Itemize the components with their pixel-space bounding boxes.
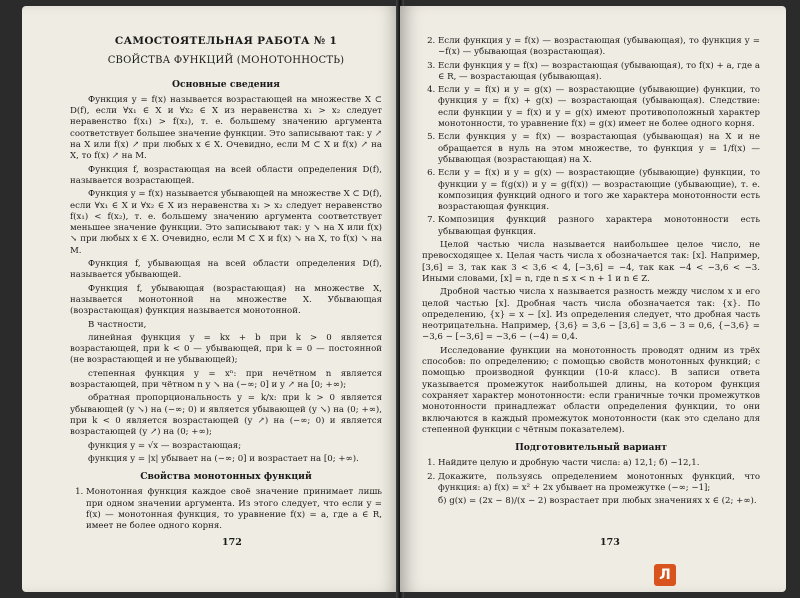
- paragraph: Функция y = f(x) называется возрастающей на множестве X ⊂ D(f), если ∀x₁ ∈ X и ∀x₂ ∈ X из неравенства x₁ > x₂ следует неравенство f(x₁) > f(x₂), т. е. большему значению аргумента соответствует большее значение функции. Это записывают так: y ↗ на X или f(x) ↗ при любых x ∈ X. Очевидно, если M ⊂ X и f(x) ↗ на X, то f(x) ↗ на M.: [70, 94, 382, 162]
- paragraph: Функция f, убывающая (возрастающая) на множестве X, называется монотонной на множестве X. Убывающая (возрастающая) функция называется монотонной.: [70, 283, 382, 317]
- page-number: 172: [222, 537, 242, 548]
- paragraph: функция y = √x — возрастающая;: [88, 440, 242, 451]
- section-basics-heading: Основные сведения: [172, 78, 280, 90]
- page-number: 173: [600, 537, 620, 548]
- paragraph: Функция y = f(x) называется убывающей на множестве X ⊂ D(f), если ∀x₁ ∈ X и ∀x₂ ∈ X из неравенства x₁ > x₂ следует неравенство f(x₁) < f(x₂), т. е. большему значению аргумента соответствует меньшее значение функции. Это записывают так: y ↘ на X или f(x) ↘ при любых x ∈ X. Очевидно, если M ⊂ X и f(x) ↘ на X, то f(x) ↘ на M.: [70, 189, 382, 256]
- left-page: [22, 6, 400, 592]
- work-subtitle: СВОЙСТВА ФУНКЦИЙ (МОНОТОННОСТЬ): [107, 55, 345, 67]
- list-item: 5. Если функция y = f(x) — возрастающая (убывающая) на X и не обращается в нуль на этом множестве, то функция y = 1/f(x) — убывающая (возрастающая) на X.: [438, 132, 760, 166]
- section-prep-heading: Подготовительный вариант: [515, 442, 667, 454]
- list-item: 1. Найдите целую и дробную части числа: а) 12,1; б) −12,1.: [438, 458, 760, 469]
- right-page-content: [422, 36, 760, 510]
- section-properties-heading: Свойства монотонных функций: [140, 471, 312, 483]
- list-item: 2. Если функция y = f(x) — возрастающая (убывающая), то функция y = −f(x) — убывающая (возрастающая).: [438, 36, 760, 59]
- paragraph: Целой частью числа называется наибольшее целое число, не превосходящее x. Целая часть числа x обозначается так: [x]. Например, [3,6] = 3, так как 3 < 3,6 < 4, [−3,6] = −4, так как −4 < −3,6 < −3. Иными словами, [x] = n, где n ≤ x < n + 1 и n ∈ Z.: [422, 240, 760, 284]
- work-title: САМОСТОЯТЕЛЬНАЯ РАБОТА № 1: [114, 35, 338, 47]
- list-item: 1. Монотонная функция каждое своё значение принимает лишь при одном значении аргумента. Из этого следует, что если y = f(x) — монотонная функция, то уравнение f(x) = a, где a ∈ R, имеет не более одного корня.: [86, 487, 382, 532]
- properties-list: [70, 487, 382, 532]
- paragraph: Исследование функции на монотонность проводят одним из трёх способов: по определению; с помощью свойств монотонных функций; с помощью производной функции (10-й класс). В записи ответа указывается промежуток наибольшей длины, на котором функция сохраняет характер монотонности: если граничные точки промежутков монотонности принадлежат области определения функции, то они включаются в каждый промежуток монотонности (как это сделано для степенной функции с чётным показателем).: [422, 345, 760, 435]
- paragraph: Функция f, возрастающая на всей области определения D(f), называется возрастающей.: [70, 164, 382, 186]
- properties-list-continued: [422, 36, 760, 238]
- list-item: 7. Композиция функций разного характера монотонности есть убывающая функция.: [438, 215, 760, 238]
- list-item: 4. Если y = f(x) и y = g(x) — возрастающие (убывающие) функции, то функция y = f(x) + g(x) — возрастающая (убывающая). Следствие: если функции y = f(x) и y = g(x) имеют противоположный характер монотонности, то уравнение f(x) = g(x) имеет не более одного корня.: [438, 85, 760, 130]
- paragraph: б) g(x) = (2x − 8)/(x − 2) возрастает при любых значениях x ∈ (2; +∞).: [438, 496, 757, 507]
- list-item: 3. Если функция y = f(x) — возрастающая (убывающая), то f(x) + a, где a ∈ R, — возрастающая (убывающая).: [438, 61, 760, 84]
- paragraph: обратная пропорциональность y = k/x: при k > 0 является убывающей (y ↘) на (−∞; 0) и является убывающей (y ↘) на (0; +∞), при k < 0 является возрастающей (y ↗) на (−∞; 0) и является возрастающей (y ↗) на (0; +∞);: [70, 393, 382, 438]
- paragraph: степенная функция y = xⁿ: при нечётном n является возрастающей, при чётном n y ↘ на (−∞; 0] и y ↗ на [0; +∞);: [70, 368, 382, 391]
- paragraph: линейная функция y = kx + b при k > 0 является возрастающей, при k < 0 — убывающей, при k = 0 — постоянной (не возрастающей и не убывающей);: [70, 332, 382, 366]
- paragraph: Дробной частью числа x называется разность между числом x и его целой частью [x]. Дробная часть числа обозначается так: {x}. По определению, {x} = x − [x]. Из определения следует, что дробная часть неотрицательна. Например, {3,6} = 3,6 − [3,6] = 3,6 − 3 = 0,6, {−3,6} = −3,6 − [−3,6] = −3,6 − (−4) = 0,4.: [422, 287, 760, 343]
- list-item: 2. Докажите, пользуясь определением монотонных функций, что функция: а) f(x) = x² + 2x убывает на промежутке (−∞; −1];: [438, 472, 760, 495]
- paragraph: Функция f, убывающая на всей области определения D(f), называется убывающей.: [70, 259, 382, 281]
- labirint-logo-icon: Л: [654, 564, 676, 586]
- tasks-list: [422, 458, 760, 494]
- paragraph: В частности,: [88, 319, 147, 330]
- left-page-content: [70, 36, 382, 535]
- paragraph: функция y = |x| убывает на (−∞; 0] и возрастает на [0; +∞).: [88, 453, 359, 464]
- right-page: [400, 6, 786, 592]
- list-item: 6. Если y = f(x) и y = g(x) — возрастающие (убывающие) функции, то функции y = f(g(x)) и y = g(f(x)) — возрастающие (убывающие), т. е. композиция функций одного и того же характера монотонности есть возрастающая функция.: [438, 168, 760, 213]
